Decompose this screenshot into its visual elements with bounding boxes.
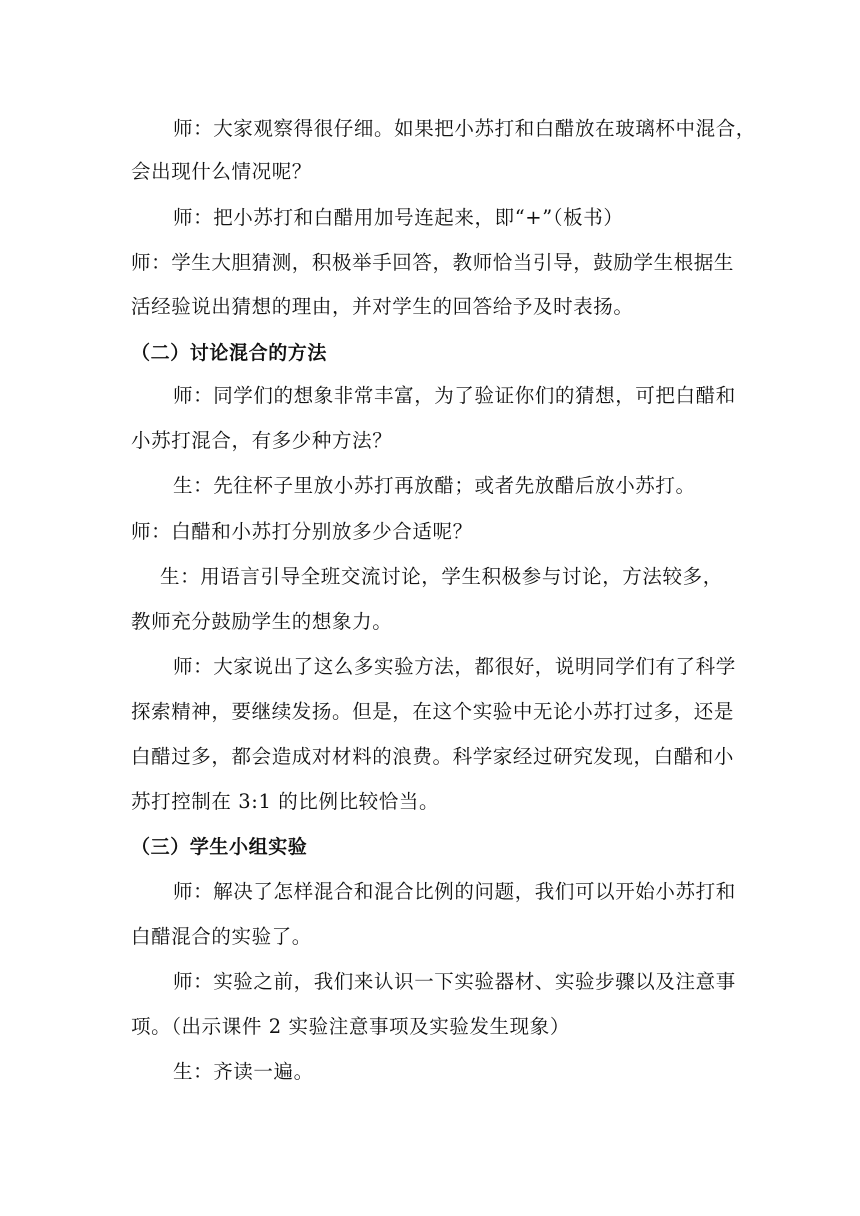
paragraph-line: 师：同学们的想象非常丰富，为了验证你们的猜想，可把白醋和	[173, 384, 736, 407]
paragraph-line: 白醋混合的实验了。	[131, 925, 312, 948]
section-heading: （二）讨论混合的方法	[131, 342, 328, 364]
paragraph-line: 生：用语言引导全班交流讨论，学生积极参与讨论，方法较多，	[160, 565, 723, 588]
paragraph-line: 会出现什么情况呢？	[131, 160, 312, 183]
paragraph-line: 苏打控制在 3:1 的比例比较恰当。	[131, 790, 440, 813]
paragraph-line: 小苏打混合，有多少种方法？	[131, 429, 393, 452]
paragraph-line: 师：大家说出了这么多实验方法，都很好，说明同学们有了科学	[173, 655, 736, 678]
paragraph-line: 教师充分鼓励学生的想象力。	[131, 610, 393, 633]
paragraph-line: 师：白醋和小苏打分别放多少合适呢？	[131, 520, 473, 543]
section-heading: （三）学生小组实验	[131, 836, 308, 858]
paragraph-line: 师：学生大胆猜测，积极举手回答，教师恰当引导，鼓励学生根据生	[131, 251, 735, 274]
paragraph-line: 探索精神，要继续发扬。但是，在这个实验中无论小苏打过多，还是	[131, 700, 735, 723]
paragraph-line: 项。（出示课件 2 实验注意事项及实验发生现象）	[131, 1015, 570, 1038]
paragraph-line: 师：大家观察得很仔细。如果把小苏打和白醋放在玻璃杯中混合，	[173, 117, 756, 140]
paragraph-line: 生：齐读一遍。	[173, 1060, 314, 1083]
paragraph-line: 师：把小苏打和白醋用加号连起来，即“+”（板书）	[173, 206, 624, 229]
paragraph-line: 师：解决了怎样混合和混合比例的问题，我们可以开始小苏打和	[173, 880, 736, 903]
paragraph-line: 活经验说出猜想的理由，并对学生的回答给予及时表扬。	[131, 295, 634, 318]
paragraph-line: 生：先往杯子里放小苏打再放醋；或者先放醋后放小苏打。	[173, 474, 696, 497]
paragraph-line: 白醋过多，都会造成对材料的浪费。科学家经过研究发现，白醋和小	[131, 745, 735, 768]
paragraph-line: 师：实验之前，我们来认识一下实验器材、实验步骤以及注意事	[173, 970, 736, 993]
